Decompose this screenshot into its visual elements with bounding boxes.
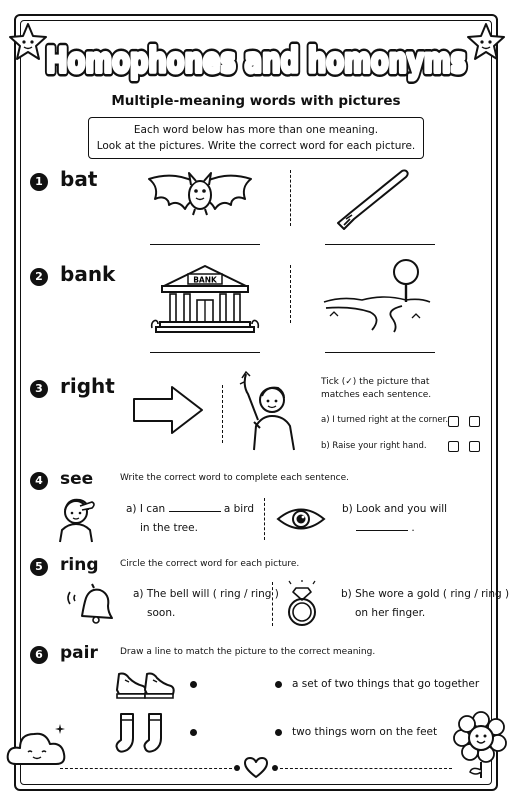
item-instruction: Write the correct word to complete each sentence. bbox=[120, 473, 350, 483]
tick-box[interactable] bbox=[469, 441, 480, 452]
item-word-pair: pair bbox=[60, 643, 98, 663]
match-dot-right[interactable] bbox=[275, 729, 282, 736]
match-dot-left[interactable] bbox=[190, 729, 197, 736]
item-number: 5 bbox=[30, 558, 48, 576]
match-dot-right[interactable] bbox=[275, 681, 282, 688]
svg-text:Homophones and homonyms: Homophones and homonyms bbox=[46, 41, 466, 81]
instructions-line-1: Each word below has more than one meaning. bbox=[133, 124, 379, 136]
baseball-bat-icon bbox=[332, 167, 412, 231]
eye-icon bbox=[276, 504, 326, 534]
divider-dot bbox=[234, 765, 240, 771]
answer-line[interactable] bbox=[150, 352, 260, 353]
divider-dot bbox=[272, 765, 278, 771]
sentence-a-part-1: a) I can bbox=[126, 503, 166, 515]
match-dot-left[interactable] bbox=[190, 681, 197, 688]
item-number: 4 bbox=[30, 472, 48, 490]
right-arrow-icon bbox=[132, 385, 204, 435]
tick-box[interactable] bbox=[448, 441, 459, 452]
meaning-1: a set of two things that go together bbox=[292, 678, 480, 690]
sentence-a-part-2: a bird bbox=[223, 503, 255, 515]
sentence-b-line-1: b) She wore a gold ( ring / ring ) bbox=[341, 588, 510, 600]
item-word-bank: bank bbox=[60, 262, 116, 286]
item-number: 3 bbox=[30, 380, 48, 398]
tick-box[interactable] bbox=[448, 416, 459, 427]
item-instruction: Circle the correct word for each picture. bbox=[120, 559, 300, 569]
bank-sign-text: BANK bbox=[193, 275, 217, 285]
divider bbox=[264, 498, 265, 540]
bottom-divider-left bbox=[60, 768, 232, 769]
item-number: 1 bbox=[30, 173, 48, 191]
diamond-ring-icon bbox=[285, 580, 319, 628]
sentence-a-line-2: soon. bbox=[147, 607, 176, 619]
tick-instruction-line-2: matches each sentence. bbox=[321, 390, 432, 400]
item-instruction: Draw a line to match the picture to the correct meaning. bbox=[120, 647, 376, 657]
bottom-divider-right bbox=[280, 768, 452, 769]
flower-face-icon bbox=[454, 712, 508, 778]
instructions-box bbox=[88, 117, 424, 159]
fill-blank[interactable] bbox=[356, 520, 408, 531]
tick-instruction-line-1: Tick (✓) the picture that bbox=[321, 377, 430, 387]
sentence-a-line-1 bbox=[126, 500, 254, 519]
instructions-line-2: Look at the pictures. Write the correct word for each picture. bbox=[96, 140, 416, 152]
fill-blank[interactable] bbox=[169, 501, 221, 512]
title-banner bbox=[36, 32, 476, 84]
boy-raising-hand-icon bbox=[236, 370, 298, 452]
girl-looking-icon bbox=[52, 494, 102, 544]
answer-line[interactable] bbox=[325, 352, 435, 353]
sentence-b-line-2 bbox=[356, 519, 415, 538]
meaning-2: two things worn on the feet bbox=[292, 726, 438, 738]
divider bbox=[290, 170, 291, 226]
item-word-see: see bbox=[60, 469, 94, 489]
item-word-bat: bat bbox=[60, 167, 98, 191]
sentence-a-part-3: in the tree. bbox=[140, 522, 198, 534]
sentence-b-line-2: on her finger. bbox=[355, 607, 426, 619]
river-bank-icon bbox=[322, 256, 432, 332]
bat-animal-icon bbox=[145, 165, 255, 227]
sentence-b: b) Look and you will bbox=[342, 503, 448, 515]
divider bbox=[290, 265, 291, 323]
bell-icon bbox=[64, 582, 118, 624]
sentence-b-end: . bbox=[411, 522, 415, 534]
divider bbox=[272, 582, 273, 626]
item-number: 2 bbox=[30, 268, 48, 286]
sentence-a-line-1: a) The bell will ( ring / ring ) bbox=[133, 588, 279, 600]
answer-line[interactable] bbox=[150, 244, 260, 245]
item-word-right: right bbox=[60, 374, 115, 398]
cloud-face-icon bbox=[6, 720, 70, 772]
divider bbox=[222, 385, 223, 443]
tick-sentence-b: b) Raise your right hand. bbox=[321, 441, 427, 451]
page-subtitle: Multiple-meaning words with pictures bbox=[111, 93, 401, 109]
item-word-ring: ring bbox=[60, 555, 99, 575]
tick-sentence-a: a) I turned right at the corner. bbox=[321, 415, 449, 425]
answer-line[interactable] bbox=[325, 244, 435, 245]
tick-box[interactable] bbox=[469, 416, 480, 427]
shoes-icon bbox=[115, 668, 177, 702]
socks-icon bbox=[115, 712, 171, 756]
page-title: Homophones and homonyms bbox=[46, 41, 466, 81]
heart-icon bbox=[244, 757, 268, 779]
bank-building-icon bbox=[150, 262, 260, 334]
item-number: 6 bbox=[30, 646, 48, 664]
